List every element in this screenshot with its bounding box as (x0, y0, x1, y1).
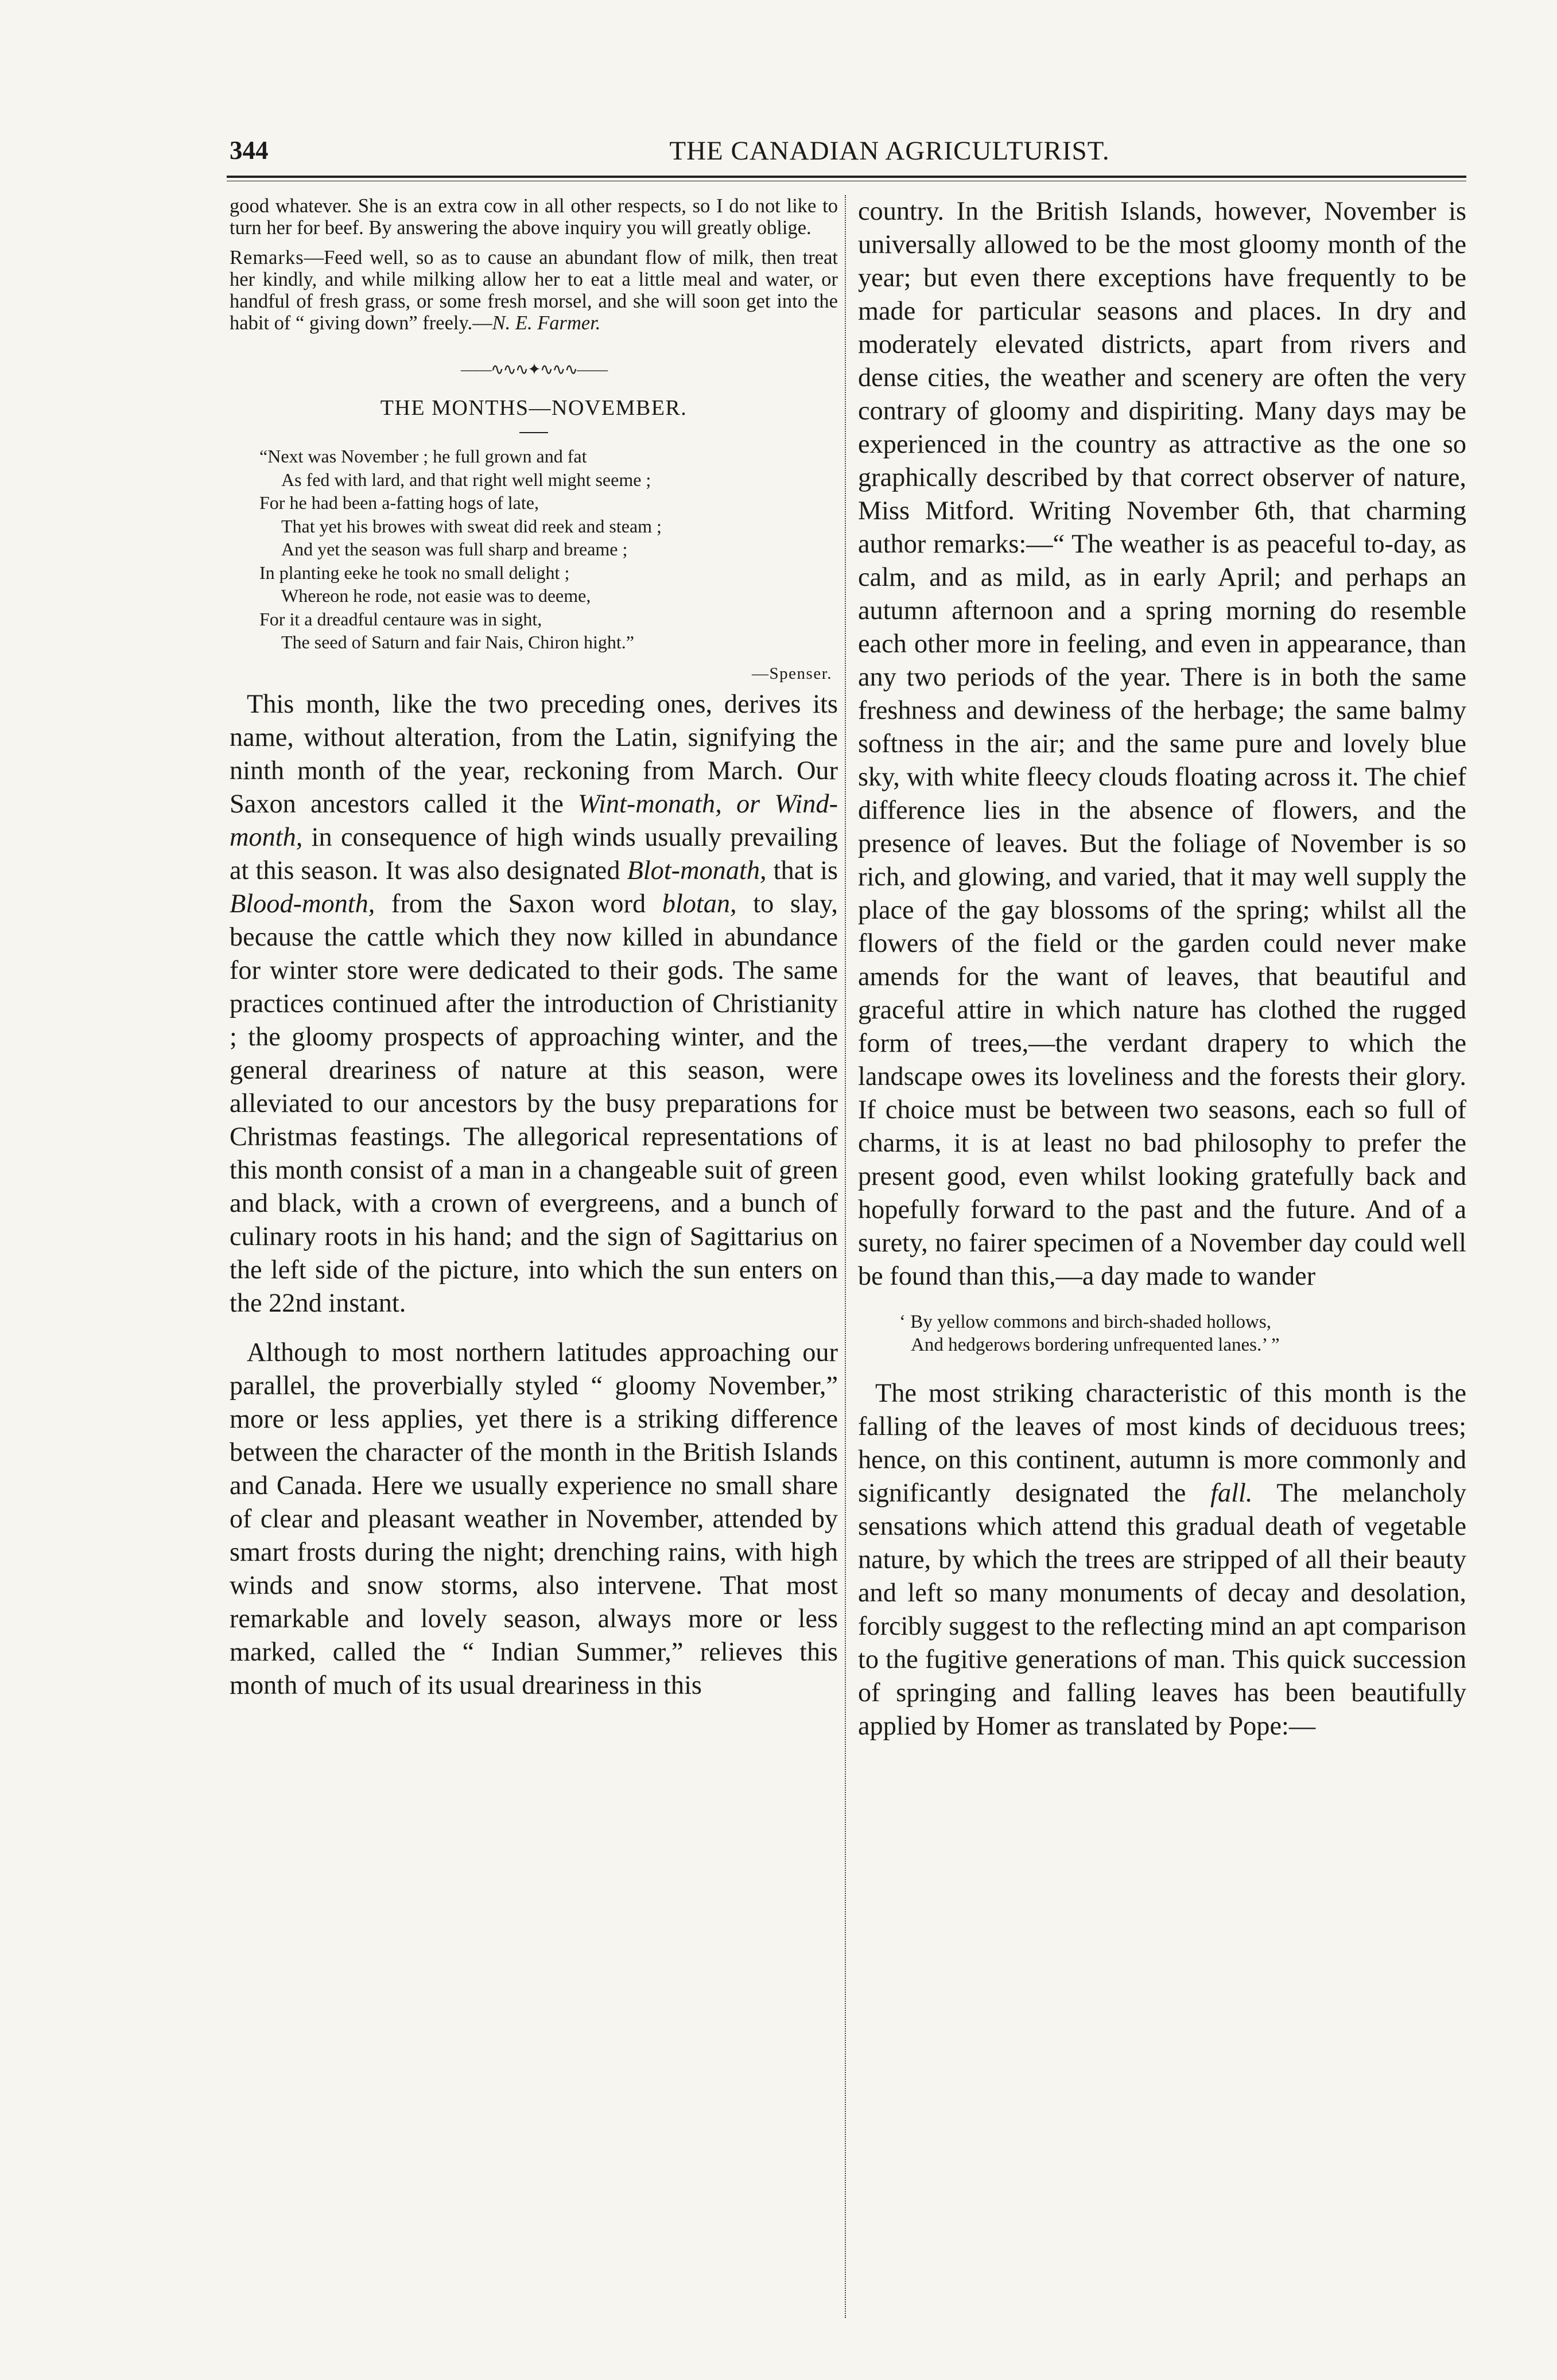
article-paragraph-4 (858, 1377, 1466, 1743)
text-run: from the Saxon word (375, 889, 662, 919)
poem-line: In planting eeke he took no small delight ; (259, 562, 570, 583)
poem-line: For he had been a-fatting hogs of late, (259, 492, 539, 513)
text-run: that is (766, 855, 838, 885)
right-column (858, 195, 1466, 1743)
remarks-label: Remarks (230, 247, 304, 269)
spenser-poem (259, 445, 838, 654)
text-run: This month, like the two preceding ones, derives its name, without alteration, from the Latin, signifying the ninth month of the year, reckoning from March. Our Saxon ancestors called it the (230, 689, 838, 819)
column-divider (845, 195, 846, 2318)
left-column (230, 195, 838, 1702)
text-run: in consequence of high winds usually prevailing at this season. It was also designated (230, 822, 838, 885)
poem-line: And yet the season was full sharp and breame ; (281, 539, 628, 559)
poem-line: For it a dreadful centaure was in sight, (259, 608, 542, 629)
italic-term: Blood-month, (230, 889, 375, 919)
remarks-body: —Feed well, so as to cause an abundant flow of milk, then treat her kindly, and while milking allow her to eat a little meal and water, or handful of fresh grass, or some fresh morsel, and she will soon get into the habit of “ giving down” freely.— (230, 247, 838, 334)
remarks-source: N. E. Farmer. (492, 312, 601, 334)
poem-line: The seed of Saturn and fair Nais, Chiron hight.” (281, 632, 634, 652)
letter-ending: good whatever. She is an extra cow in all other respects, so I do not like to turn her for beef. By answering the above inquiry you will greatly oblige. (230, 195, 838, 239)
quote-line: And hedgerows bordering unfrequented lanes.’ ” (911, 1335, 1280, 1355)
remarks-paragraph (230, 247, 838, 334)
poem-attribution: —Spenser. (752, 664, 832, 683)
header-rule (227, 176, 1466, 181)
section-ornament: ——∿∿∿✦∿∿∿—— (460, 361, 607, 379)
page-number: 344 (230, 136, 269, 165)
italic-term: Blot-monath, (627, 855, 767, 885)
title-dash (519, 432, 548, 433)
article-paragraph-1 (230, 688, 838, 1320)
italic-term: fall. (1210, 1479, 1253, 1508)
article-paragraph-3: country. In the British Islands, however, November is universally allowed to be the most gloomy month of the year; but even there exceptions have frequently to be made for particular seasons and places. In dry and moderately elevated districts, apart from rivers and dense cities, the weather and scenery are often the very contrary of gloomy and dispiriting. Many days may be experienced in the country as attractive as the one so graphically described by that correct observer of nature, Miss Mitford. Writing November 6th, that charming author remarks:—“ The weather is as peaceful to-day, as calm, and as mild, as in early April; and perhaps an autumn afternoon and a spring morning do resemble each other more in feeling, and even in appearance, than any two periods of the year. There is in both the same freshness and dewiness of the herbage; the same balmy softness in the air; and the same pure and lovely blue sky, with white fleecy clouds floating across it. The chief difference lies in the absence of flowers, and the presence of leaves. But the foliage of November is so rich, and glowing, and varied, that it may well supply the place of the gay blossoms of the spring; whilst all the flowers of the field or the garden could never make amends for the want of leaves, that beautiful and graceful attire in which nature has clothed the rugged form of trees,—the verdant drapery to which the landscape owes its loveliness and the forests their glory. If choice must be between two seasons, each so full of charms, it is at least no bad philosophy to prefer the present good, even whilst looking gratefully back and hopefully forward to the past and the future. And of a surety, no fairer specimen of a November day could well be found than this,—a day made to wander (858, 197, 1466, 1291)
poem-line: Whereon he rode, not easie was to deeme, (281, 585, 591, 606)
running-title: THE CANADIAN AGRICULTURIST. (669, 136, 1110, 166)
text-run: The melancholy sensations which attend this gradual death of vegetable nature, by which the trees are stripped of all their beauty and left so many monuments of decay and desolation, forcibly suggest to the reflecting mind an apt comparison to the fugitive generations of man. This quick succession of springing and falling leaves has been beautifully applied by Homer as translated by Pope:— (858, 1479, 1466, 1741)
poem-line: “Next was November ; he full grown and fat (259, 446, 587, 466)
text-run: The most striking characteristic of this month is the falling of the leaves of most kinds of deciduous trees; hence, on this continent, autumn is more commonly and significantly designated the (858, 1379, 1466, 1508)
article-paragraph-2: Although to most northern latitudes approaching our parallel, the proverbially styled “ gloomy November,” more or less applies, yet there is a striking difference between the character of the month in the British Islands and Canada. Here we usually experience no small share of clear and pleasant weather in November, attended by smart frosts during the night; drenching rains, with high winds and snow storms, also intervene. That most remarkable and lovely season, always more or less marked, called the “ Indian Summer,” relieves this month of much of its usual dreariness in this (230, 1337, 838, 1700)
text-run: to slay, because the cattle which they now killed in abundance for winter store were dedicated to their gods. The same practices continued after the introduction of Christianity ; the gloomy prospects of approaching winter, and the general dreariness of nature at this season, were alleviated to our ancestors by the busy preparations for Christmas feastings. The allegorical representations of this month consist of a man in a changeable suit of green and black, with a crown of evergreens, and a bunch of culinary roots in his hand; and the sign of Sagittarius on the left side of the picture, into which the sun enters on the 22nd instant. (230, 889, 838, 1318)
quote-line: ‘ By yellow commons and birch-shaded hollows, (899, 1312, 1271, 1332)
section-title: THE MONTHS—NOVEMBER. (380, 396, 688, 420)
poem-line: As fed with lard, and that right well might seeme ; (281, 469, 651, 490)
italic-term: blotan, (662, 889, 737, 919)
poem-line: That yet his browes with sweat did reek and steam ; (281, 515, 662, 536)
italic-term: Wint-monath, or Wind-month, (230, 789, 838, 852)
mitford-quote (899, 1310, 1466, 1356)
